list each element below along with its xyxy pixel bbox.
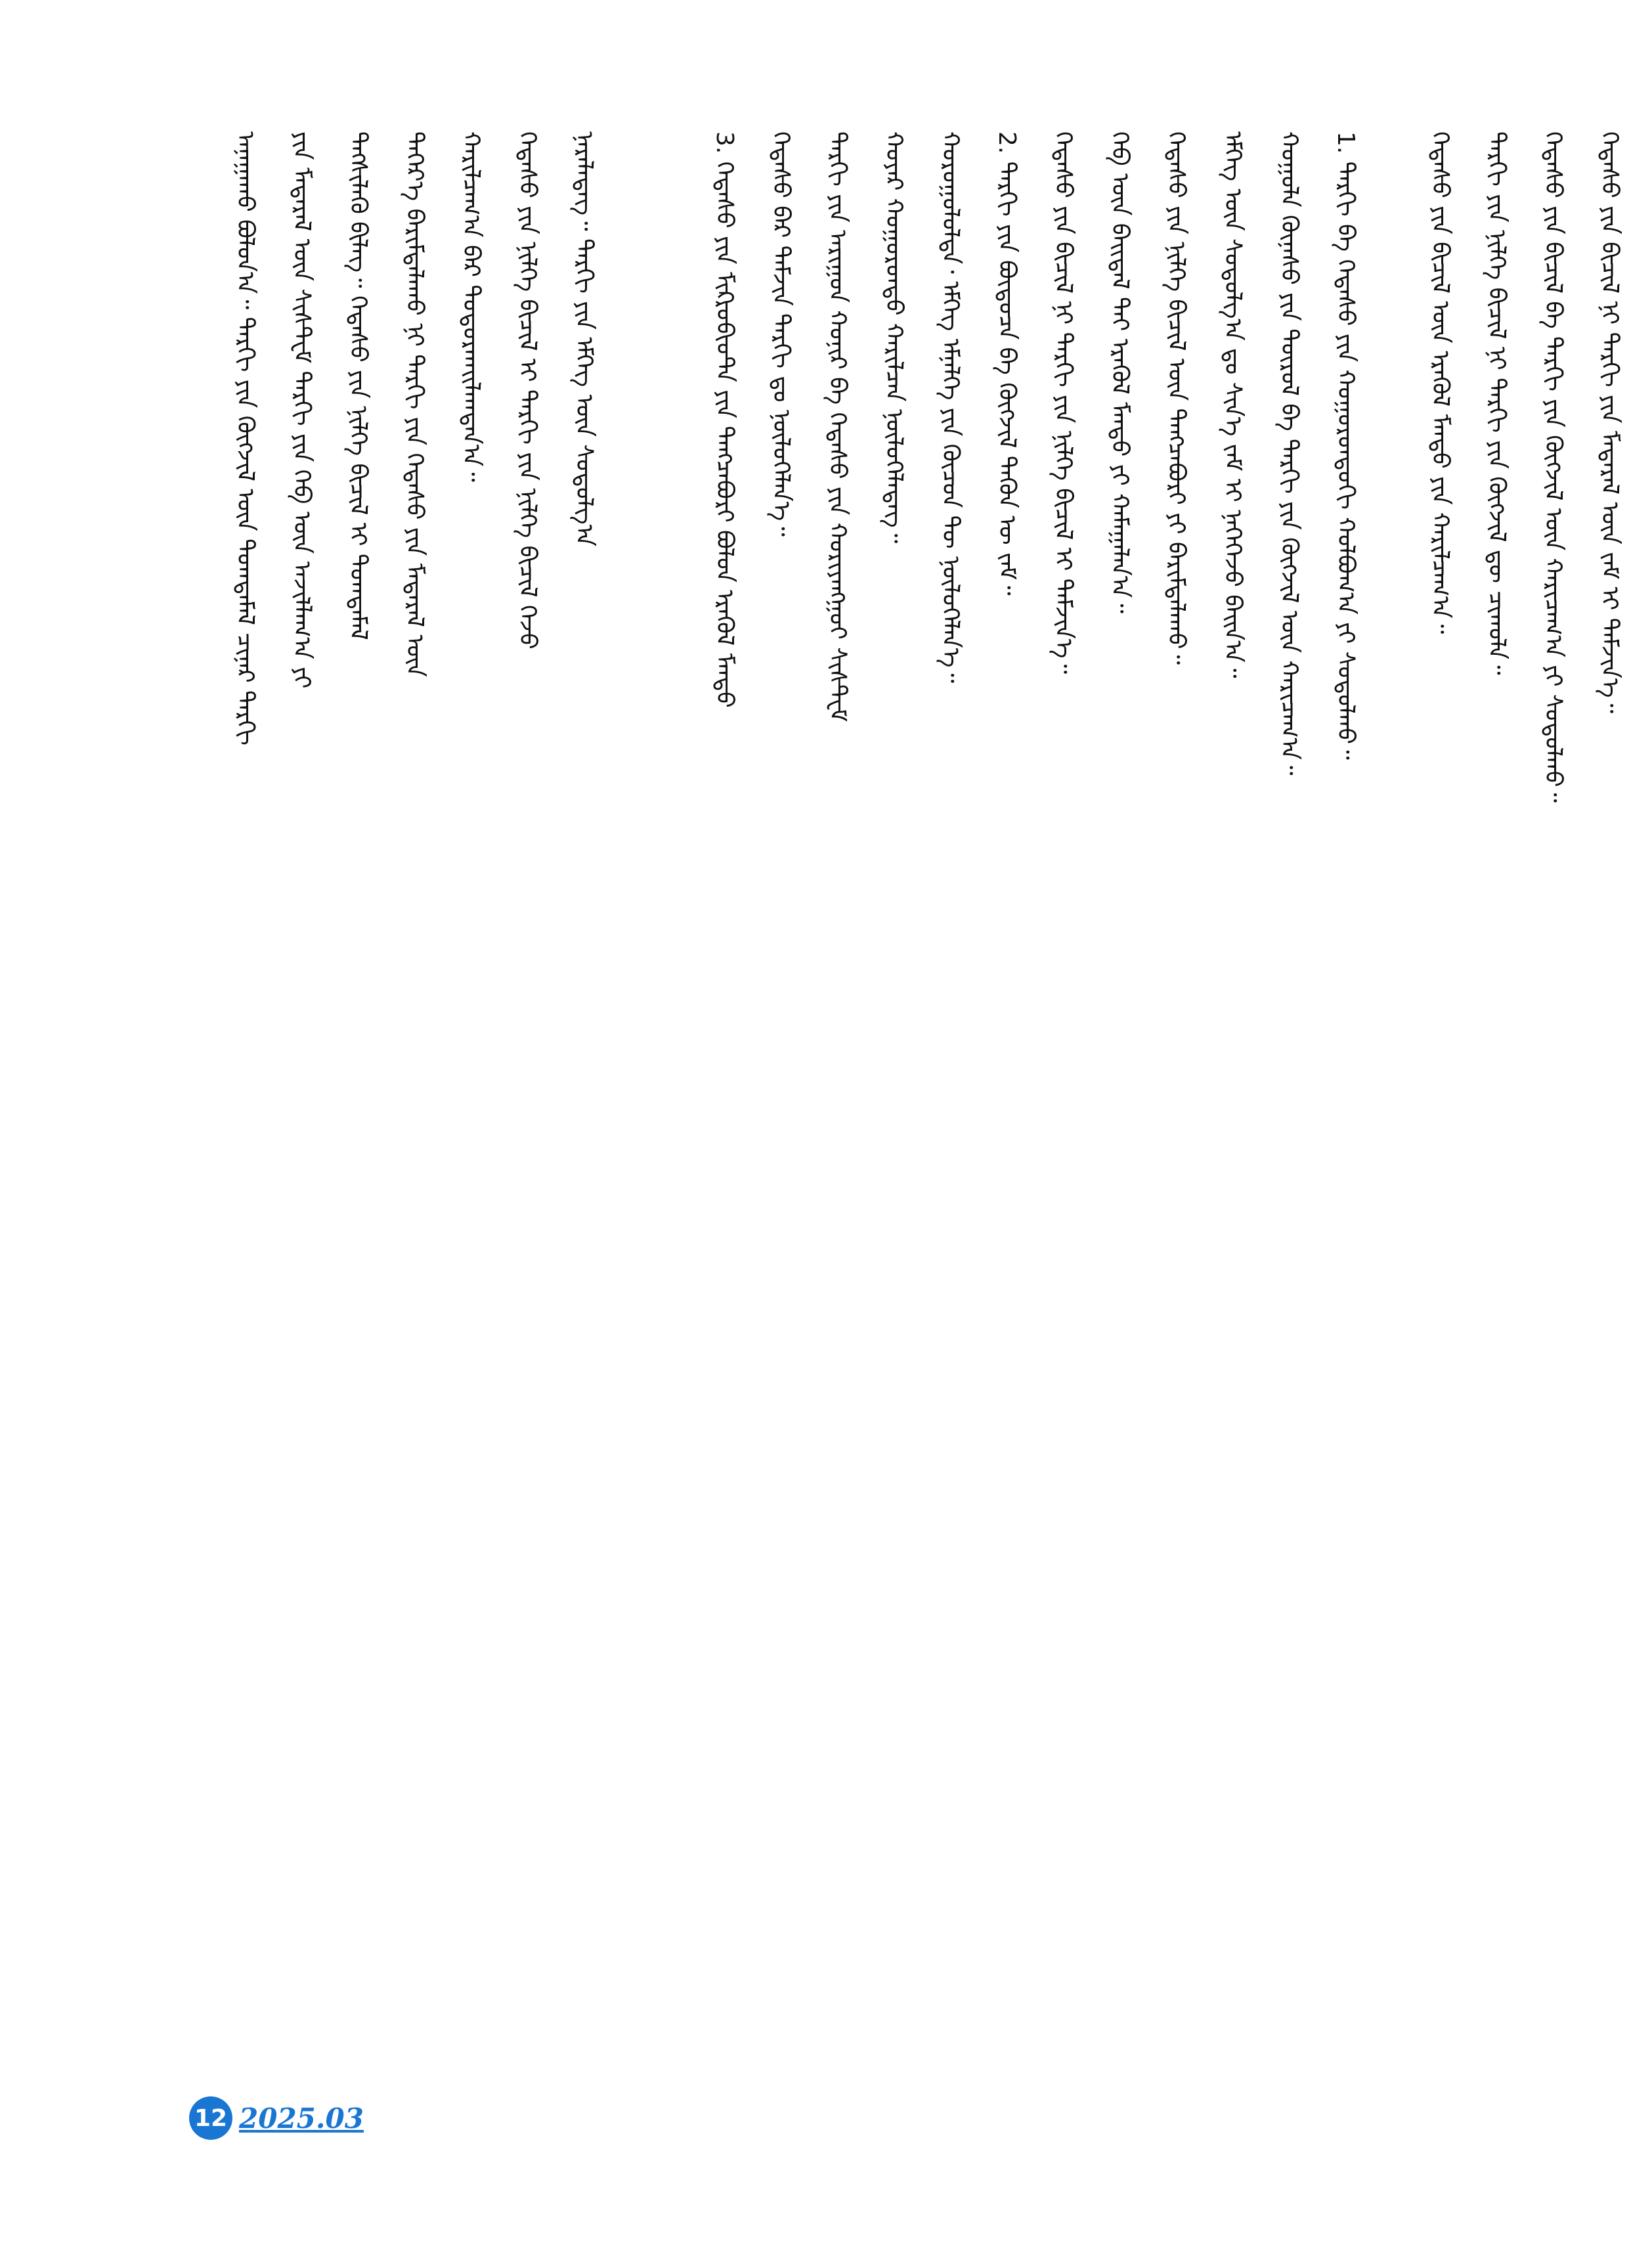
text-line: ᠭᠡᠳᠡᠰᠦ ᠶᠢᠨ ᠪᠢᠴᠢᠯ ᠨᠢ ᠲᠠᠷᠬᠢ ᠶᠢᠨ ᠨᠢᠯᠬᠡ ᠪᠢᠴᠢᠯ ᠢ ᠳᠡᠮᠵᠢᠨ᠎ᠡ᠃ [1050, 131, 1077, 675]
page-footer [189, 2095, 364, 2141]
text-line: ᠳᠡᠭᠡᠷ᠎ᠡ ᠪᠠᠷᠢᠮᠲᠠᠯᠠᠬᠤ ᠨᠢ ᠲᠠᠷᠬᠢ ᠶᠢᠨ ᠭᠡᠳᠡᠰᠦ ᠶᠢᠨ ᠮᠡᠳᠡᠷᠡᠯ ᠦᠨ [401, 131, 428, 677]
text-line: ᠭᠡᠳᠡᠰᠦ ᠶᠢᠨ ᠪᠢᠴᠢᠯ ᠨᠢ ᠲᠠᠷᠬᠢ ᠶᠢᠨ ᠮᠡᠳᠡᠷᠡᠯ ᠦᠨ ᠵᠠᠮ ᠢ ᠳᠡᠮᠵᠢᠨ᠎ᠡ᠃ [1596, 131, 1623, 714]
text-line: ᠬᠣᠷᠣᠭᠤᠯᠤᠯᠲᠠ᠂ ᠡᠮᠭᠡᠭ ᠡᠮᠨᠡᠯᠭᠡ ᠶᠢᠨ ᠬᠦᠴᠦᠨ ᠲᠦ ᠨᠥᠯᠦᠭᠡᠯᠡᠨ᠎ᠡ᠃ [937, 131, 964, 683]
text-line: ᠬᠣᠭᠣᠯᠠ ᠬᠦᠨᠡᠰᠦ ᠶᠢᠨ ᠲᠥᠷᠥᠯ ᠪᠠ ᠲᠠᠷᠬᠢ ᠶᠢᠨ ᠬᠥᠭᠵᠢᠯ ᠦᠨ ᠬᠠᠷᠢᠴᠠᠭ᠎ᠠ᠃ [1276, 131, 1303, 776]
text-line: ᠭᠡᠳᠡᠰᠦ ᠶᠢᠨ ᠨᠢᠯᠬᠡ ᠪᠢᠴᠢᠯ ᠦᠨ ᠲᠡᠩᠴᠡᠪᠦᠷᠢ ᠶᠢ ᠪᠠᠷᠢᠮᠲᠠᠯᠠᠬᠤ᠃ [1163, 131, 1190, 665]
text-line: ᠲᠠᠷᠬᠢ ᠶᠢᠨ ᠠᠷᠢᠭᠤᠨ ᠬᠣᠨᠢᠷ ᠪᠠ ᠭᠡᠳᠡᠰᠦ ᠶᠢᠨ ᠬᠤᠷᠢᠶᠠᠩᠭᠤᠢ ᠰᠢᠰᠲᠧᠮ [824, 131, 851, 722]
text-line: 2. ᠲᠠᠷᠬᠢ ᠶᠢᠨ ᠪᠦᠲᠦᠴᠡ ᠪᠠ ᠬᠥᠭᠵᠢᠯ ᠲᠡᠭᠦᠨ ᠦ ᠵᠠᠮ᠃ [993, 131, 1020, 596]
text-line: ᠭᠡᠳᠡᠰᠦ ᠶᠢᠨ ᠨᠢᠯᠬᠡ ᠪᠢᠴᠢᠯ ᠢ ᠲᠠᠷᠬᠢ ᠶᠢᠨ ᠨᠢᠯᠬᠡ ᠪᠢᠴᠢᠯ ᠭᠡᠵᠦ [514, 131, 541, 650]
text-line: ᠲᠠᠷᠬᠢ ᠶᠢᠨ ᠨᠢᠯᠬᠡ ᠪᠢᠴᠢᠯ ᠨᠢ ᠲᠠᠷᠬᠢ ᠶᠢᠨ ᠬᠥᠭᠵᠢᠯ ᠳᠦ ᠴᠢᠬᠤᠯᠠ᠃ [1483, 131, 1510, 675]
page-number-badge: 12 [189, 2096, 232, 2140]
text-line: ᠠᠨᠠᠭᠠᠬᠤ ᠪᠣᠯᠤᠨ᠎ᠠ᠃ ᠲᠠᠷᠬᠢ ᠶᠢᠨ ᠬᠥᠭᠵᠢᠯ ᠦᠨ ᠲᠣᠭᠲᠠᠮᠠᠯ ᠴᠢᠨᠠᠷ ᠲᠠᠷᠬᠢ [232, 131, 259, 745]
text-column-right [1412, 131, 1652, 2089]
text-line: ᠭᠡᠳᠡᠰᠦ ᠶᠢᠨ ᠪᠢᠴᠢᠯ ᠦᠨ ᠡᠷᠡᠭᠦᠯ ᠮᠡᠨᠳᠦ ᠶᠢᠨ ᠬᠠᠷᠢᠯᠴᠠᠭ᠎ᠠ᠃ [1427, 131, 1454, 634]
text-line: 3. ᠭᠡᠳᠡᠰᠦ ᠶᠢᠨ ᠮᠢᠺᠷᠣᠪᠢᠣᠲ᠋ᠠ ᠶᠢᠨ ᠲᠡᠩᠴᠡᠪᠦᠷᠢ ᠪᠣᠯᠤᠨ ᠡᠷᠡᠭᠦᠯ ᠮᠡᠨᠳᠦ [711, 131, 738, 708]
text-line: ᠨᠡᠷᠡᠯᠡᠳᠡᠭ᠃ ᠲᠠᠷᠬᠢ ᠶᠢᠨ ᠡᠮᠭᠡᠭ ᠦᠨ ᠰᠤᠳᠤᠯᠭ᠎ᠠ [571, 131, 598, 546]
text-line [1638, 131, 1652, 2089]
text-line: ᠬᠠᠷᠢᠯᠴᠠᠭ᠎ᠠ ᠪᠠᠷ ᠲᠣᠳᠣᠷᠬᠠᠢᠯᠠᠭᠳᠠᠨ᠎ᠠ᠃ [458, 131, 485, 482]
text-line: ᠭᠡᠳᠡᠰᠦ ᠪᠠᠷ ᠳᠠᠮᠵᠢᠨ ᠲᠠᠷᠬᠢ ᠳᠤ ᠨᠥᠯᠦᠭᠡᠯᠡᠨ᠎ᠡ᠃ [768, 131, 794, 537]
issue-date: 2025.03 [239, 2102, 364, 2135]
text-line: ᠶᠢᠨ ᠮᠡᠳᠡᠷᠡᠯ ᠦᠨ ᠰᠢᠰᠲᠧᠮ ᠲᠠᠷᠬᠢ ᠶᠢᠨ ᠬᠡᠪ ᠦᠨ ᠠᠵᠢᠯᠯᠠᠭ᠎ᠠ ᠶᠢ [288, 131, 315, 689]
text-line: ᠬᠡᠪ ᠦᠨ ᠪᠠᠢᠳᠠᠯ ᠲᠠᠢ ᠡᠷᠡᠭᠦᠯ ᠮᠡᠨᠳᠦ ᠶᠢ ᠬᠠᠮᠠᠭᠠᠯᠠᠨ᠎ᠠ᠃ [1106, 131, 1133, 613]
text-line: 1. ᠲᠠᠷᠬᠢ ᠪᠠ ᠭᠡᠳᠡᠰᠦ ᠶᠢᠨ ᠬᠣᠭᠣᠷᠤᠨᠳᠤᠬᠢ ᠬᠣᠯᠪᠣᠭ᠎ᠠ ᠶᠢ ᠰᠤᠳᠤᠯᠬᠤ᠃ [1332, 131, 1359, 760]
text-line [1374, 131, 1385, 2089]
text-line: ᠭᠡᠳᠡᠰᠦ ᠶᠢᠨ ᠪᠢᠴᠢᠯ ᠪᠠ ᠲᠠᠷᠬᠢ ᠶᠢᠨ ᠬᠥᠭᠵᠢᠯ ᠦᠨ ᠬᠠᠷᠢᠴᠠᠭ᠎ᠠ ᠶᠢ ᠰᠤᠳᠤᠯᠬᠤ᠃ [1540, 131, 1567, 803]
text-line: ᠡᠮᠭᠡᠭ ᠦᠨ ᠰᠤᠳᠤᠯᠭ᠎ᠠ ᠳᠤ ᠰᠢᠨ᠎ᠡ ᠵᠠᠮ ᠢ ᠨᠡᠭᠡᠭᠡᠵᠦ ᠪᠠᠢᠨ᠎ᠠ᠃ [1219, 131, 1246, 678]
text-column-middle [696, 131, 1385, 2089]
text-line: ᠲᠡᠭᠰᠢᠯᠡᠬᠦ ᠪᠢᠯᠡᠭ᠃ ᠭᠡᠳᠡᠰᠦ ᠶᠢᠨ ᠨᠢᠯᠬᠡ ᠪᠢᠴᠢᠯ ᠢ ᠲᠣᠭᠲᠠᠮᠠᠯ [345, 131, 372, 640]
text-line: ᠬᠣᠶᠠᠷ ᠬᠣᠭᠣᠷᠤᠨᠳᠤ ᠬᠠᠷᠢᠯᠴᠠᠨ ᠨᠥᠯᠦᠭᠡᠯᠡᠳᠡᠭ᠃ [880, 131, 907, 544]
text-column-left [217, 131, 611, 2089]
